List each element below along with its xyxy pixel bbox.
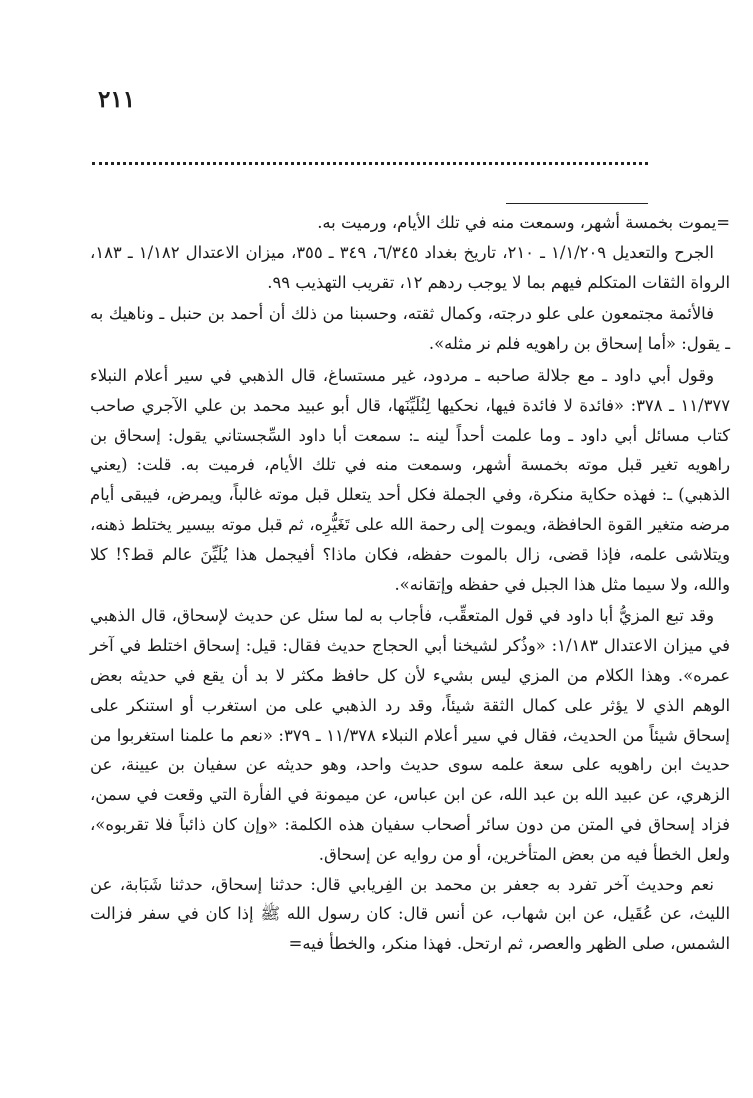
footnote-rule [506,203,648,204]
body-text [90,208,730,959]
footnote-references: الجرح والتعديل ١/١/٢٠٩ ـ ٢١٠، تاريخ بغداد ٦/٣٤٥، ٣٤٩ ـ ٣٥٥، ميزان الاعتدال ١/١٨٢ ـ ١٨٣، الرواة الثقات المتكلم فيهم بما لا يوجب ردهم ١٢، تقريب التهذيب ٩٩. [90,242,730,292]
paragraph: نعم وحديث آخر تفرد به جعفر بن محمد بن الفِريابي قال: حدثنا إسحاق، حدثنا شَبَابة، عن الليث، عن عُقَيل، عن ابن شهاب، عن أنس قال: كان رسول الله ﷺ إذا كان في سفر فزالت الشمس، صلى الظهر والعصر، ثم ارتحل. فهذا منكر، والخطأ فيه= [90,874,730,954]
footnote-continuation: =يموت بخمسة أشهر، وسمعت منه في تلك الأيام، ورميت به. [317,213,730,232]
paragraph: وقول أبي داود ـ مع جلالة صاحبه ـ مردود، غير مستساغ، قال الذهبي في سير أعلام النبلاء ١١/٣٧٧ ـ ٣٧٨: «فائدة لا فائدة فيها، نحكيها لِنُلَيِّنَها، قال أبو عبيد محمد بن علي الآجري صاحب كتاب مسائل أبي داود ـ وما علمت أحداً لينه ـ: سمعت أبا داود السِّجستاني يقول: إسحاق بن راهويه تغير قبل موته بخمسة أشهر، وسمعت منه في تلك الأيام، فرميت به. قلت: (يعني الذهبي) ـ: فهذه حكاية منكرة، وفي الجملة فكل أحد يتعلل قبل موته غالباً، ويمرض، فيبقى أيام مرضه متغير القوة الحافظة، ويموت إلى رحمة الله على تَغَيُّرِه، ثم قبل موته بيسير يختلط ذهنه، ويتلاشى علمه، فإذا قضى، زال بالموت حفظه، فكان ماذا؟ أفيجمل هذا يُلَيِّنَ عالم قط؟! كلا والله، ولا سيما مثل هذا الجبل في حفظه وإتقانه». [90,365,730,594]
page-number: ٢١١ [98,86,136,113]
paragraph: فالأئمة مجتمعون على علو درجته، وكمال ثقته، وحسبنا من ذلك أن أحمد بن حنبل ـ وناهيك به ـ يقول: «أما إسحاق بن راهويه فلم نر مثله». [90,304,730,354]
paragraph: وقد تبع المزيُّ أبا داود في قول المتعقِّب، فأجاب به لما سئل عن حديث لإسحاق، قال الذهبي في ميزان الاعتدال ١/١٨٣: «وذُكر لشيخنا أبي الحجاج حديث فقال: قيل: إسحاق اختلط في آخر عمره». وهذا الكلام من المزي ليس بشيء لأن كل حافظ مكثر لا بد أن يقع في حديثه بعض الوهم الذي لا يؤثر على كمال الثقة شيئاً، وقد رد الذهبي على من استغرب أو استنكر على إسحاق شيئاً من الحديث، فقال في سير أعلام النبلاء ١١/٣٧٨ ـ ٣٧٩: «نعم ما علمنا استغربوا من حديث ابن راهويه على سعة علمه سوى حديث واحد، وهو حديثه عن سفيان بن عيينة، عن الزهري، عن عبيد الله بن عبد الله، عن ابن عباس، عن ميمونة في الفأرة التي وقعت في سمن، فزاد إسحاق في المتن من دون سائر أصحاب سفيان هذه الكلمة: «وإن كان ذائباً فلا تقربوه»، ولعل الخطأ فيه من بعض المتأخرين، أو من روايه عن إسحاق. [90,606,730,864]
dotted-separator [92,162,648,165]
